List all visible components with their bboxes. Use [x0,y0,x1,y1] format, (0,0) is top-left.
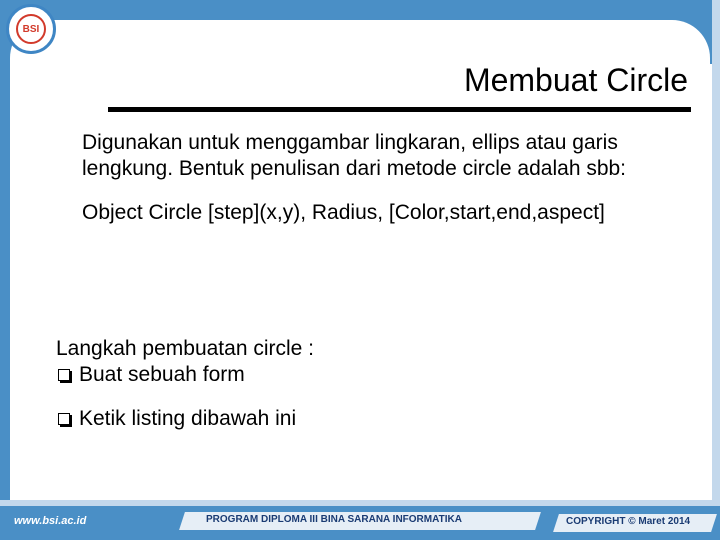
footer-website: www.bsi.ac.id [14,515,87,527]
title-underline [108,107,691,112]
logo-mark: BSI [16,14,46,44]
slide-title: Membuat Circle [463,62,688,98]
steps-section [56,336,676,432]
bsi-logo-icon [6,4,56,54]
footer [0,506,720,540]
syntax-line: Object Circle [step](x,y), Radius, [Color,start,end,aspect] [82,201,605,224]
right-band [712,0,720,540]
checkbox-bullet-icon [58,413,70,425]
footer-program: PROGRAM DIPLOMA III BINA SARANA INFORMATIKA [206,514,462,525]
description-paragraph: Digunakan untuk menggambar lingkaran, ellips atau garis lengkung. Bentuk penulisan dari metode circle adalah sbb: [82,131,627,180]
footer-copyright: COPYRIGHT © Maret 2014 [566,516,691,527]
step-text: Ketik listing dibawah ini [79,407,297,430]
step-text: Buat sebuah form [79,363,245,386]
checkbox-bullet-icon [58,369,70,381]
step-item [56,362,676,388]
steps-intro: Langkah pembuatan circle : [56,337,314,360]
slide-content [82,130,702,226]
step-item [56,406,676,432]
